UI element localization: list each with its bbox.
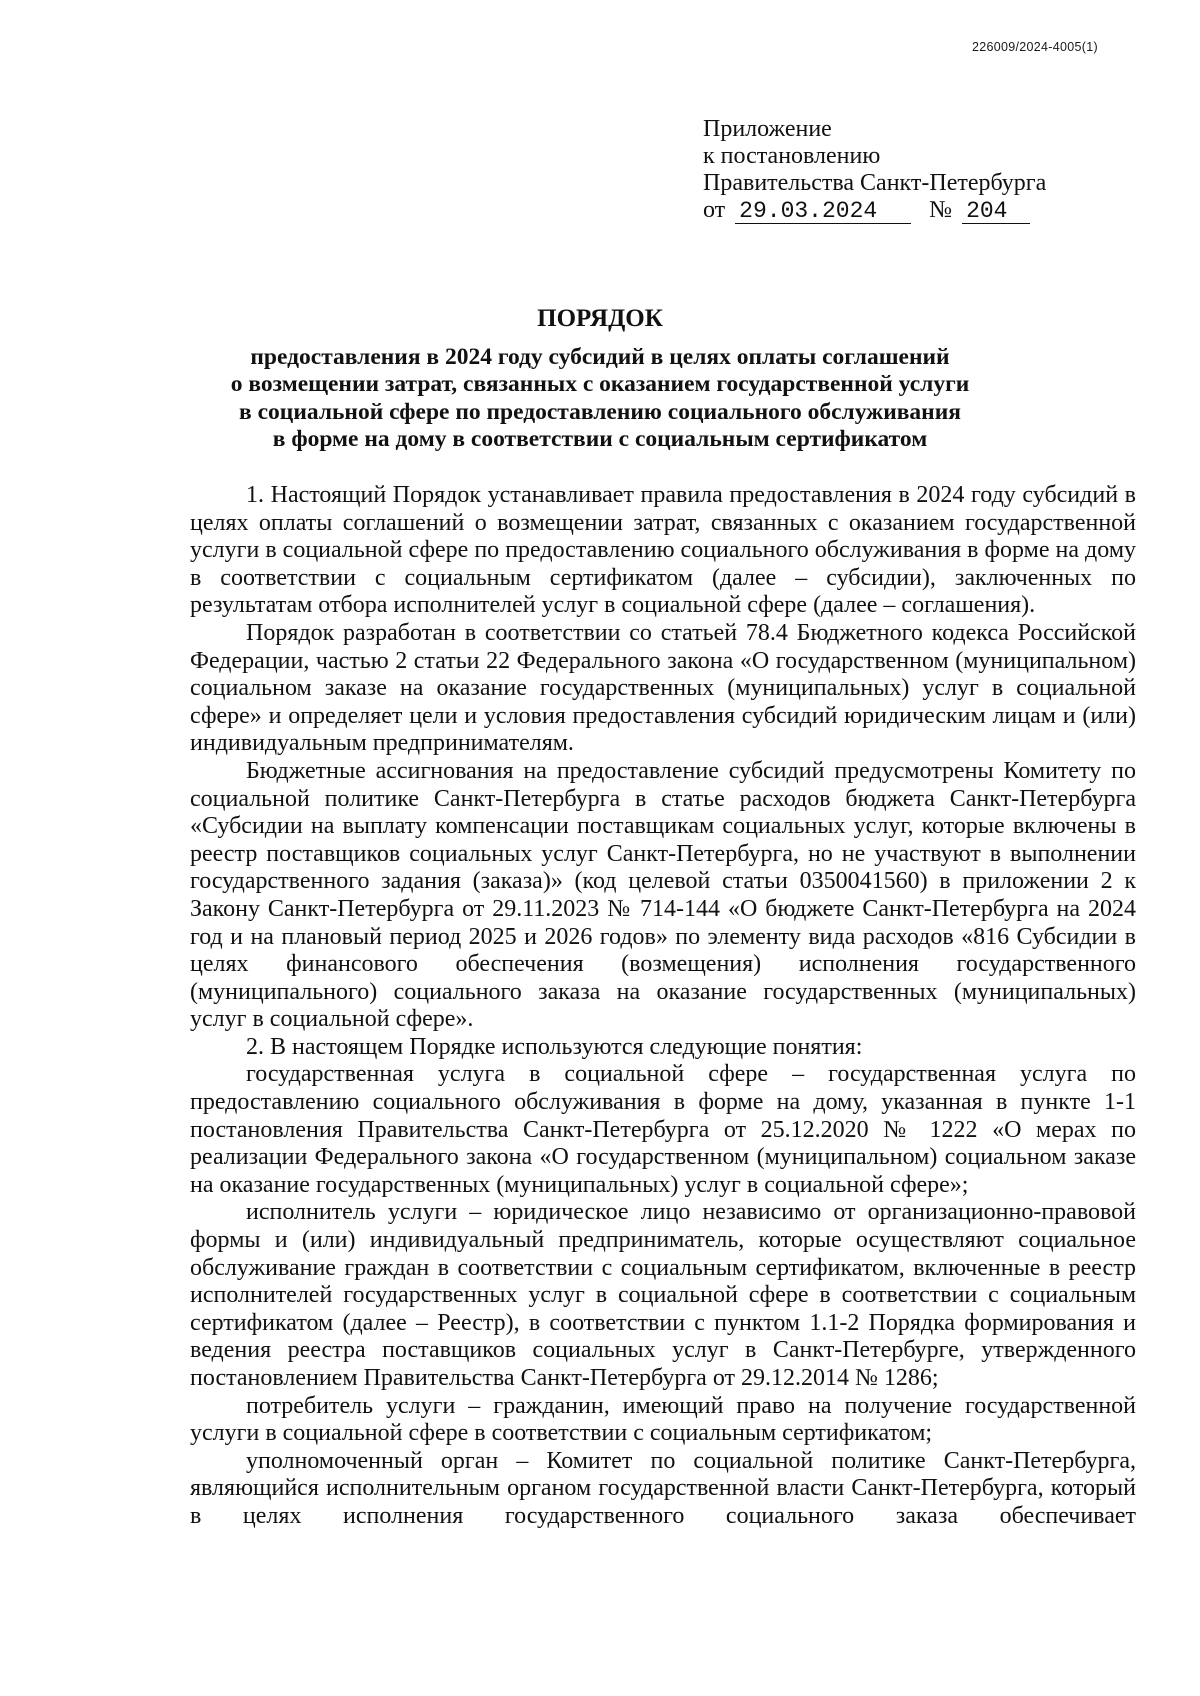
appendix-government-label: Правительства Санкт-Петербурга — [703, 170, 1047, 196]
appendix-resolution-label: к постановлению — [703, 143, 881, 169]
definition-consumer: потребитель услуги – гражданин, имеющий право на получение государственной услуги в социальной сфере в соответствии с социальным сертификатом; — [190, 1392, 1136, 1447]
definition-service: государственная услуга в социальной сфере – государственная услуга по предоставлению социального обслуживания в форме на дому, указанная в пункте 1-1 постановления Правительства Санкт-Петербурга от 25.12.2020 № 1222 «О мерах по реализации Федерального закона «О государственном (муниципальном) социальном заказе на оказание государственных (муниципальных) услуг в социальной сфере»; — [190, 1061, 1136, 1198]
document-subtitle-line: о возмещении затрат, связанных с оказанием государственной услуги — [230, 371, 970, 397]
document-title-block — [160, 305, 1040, 454]
from-label: от — [703, 197, 726, 223]
document-subtitle-line: в форме на дому в соответствии с социальным сертификатом — [272, 426, 928, 452]
paragraph-3: Бюджетные ассигнования на предоставление субсидий предусмотрены Комитету по социальной политике Санкт-Петербурга в статье расходов бюджета Санкт-Петербурга «Субсидии на выплату компенсации поставщикам социальных услуг, которые включены в реестр поставщиков социальных услуг Санкт-Петербурга, но не участвуют в выполнении государственного задания (заказа)» (код целевой статьи 0350041560) в приложении 2 к Закону Санкт-Петербурга от 29.11.2023 № 714-144 «О бюджете Санкт-Петербурга на 2024 год и на плановый период 2025 и 2026 годов» по элементу вида расходов «816 Субсидии в целях финансового обеспечения (возмещения) исполнения государственного (муниципального) социального заказа на оказание государственных (муниципальных) услуг в социальной сфере». — [190, 757, 1136, 1033]
paragraph-2: Порядок разработан в соответствии со статьей 78.4 Бюджетного кодекса Российской Федерации, частью 2 статьи 22 Федерального закона «О государственном (муниципальном) социальном заказе на оказание государственных (муниципальных) услуг в социальной сфере» и определяет цели и условия предоставления субсидий юридическим лицам и (или) индивидуальным предпринимателям. — [190, 619, 1136, 757]
resolution-date: 29.03.2024 — [735, 199, 911, 224]
document-subtitle-line: в социальной сфере по предоставлению социального обслуживания — [239, 398, 961, 425]
document-subtitle-line: предоставления в 2024 году субсидий в целях оплаты соглашений — [250, 343, 950, 370]
document-body — [190, 482, 1136, 1531]
appendix-label: Приложение — [703, 116, 832, 142]
document-title: ПОРЯДОК — [537, 305, 663, 332]
resolution-number: 204 — [962, 199, 1030, 224]
document-id: 226009/2024-4005(1) — [972, 40, 1098, 54]
number-label: № — [929, 197, 953, 223]
definition-authorized-body: уполномоченный орган – Комитет по социальной политике Санкт-Петербурга, являющийся исполнительным органом государственной власти Санкт-Петербурга, который в целях исполнения государственного социального заказа обеспечивает — [190, 1447, 1136, 1529]
appendix-block — [703, 116, 1046, 224]
definition-executor: исполнитель услуги – юридическое лицо независимо от организационно-правовой формы и (или) индивидуальный предприниматель, которые осуществляют социальное обслуживание граждан в соответствии с социальным сертификатом, включенные в реестр исполнителей государственных услуг в социальной сфере в соответствии с социальным сертификатом (далее – Реестр), в соответствии с пунктом 1.1-2 Порядка формирования и ведения реестра поставщиков социальных услуг в Санкт-Петербурге, утвержденного постановлением Правительства Санкт-Петербурга от 29.12.2014 № 1286; — [190, 1199, 1136, 1391]
paragraph-4: 2. В настоящем Порядке используются следующие понятия: — [246, 1033, 863, 1060]
appendix-date-number-line — [703, 197, 1046, 224]
paragraph-1: 1. Настоящий Порядок устанавливает правила предоставления в 2024 году субсидий в целях оплаты соглашений о возмещении затрат, связанных с оказанием государственной услуги в социальной сфере по предоставлению социального обслуживания в форме на дому в соответствии с социальным сертификатом (далее – субсидии), заключенных по результатам отбора исполнителей услуг в социальной сфере (далее – соглашения). — [190, 482, 1136, 619]
